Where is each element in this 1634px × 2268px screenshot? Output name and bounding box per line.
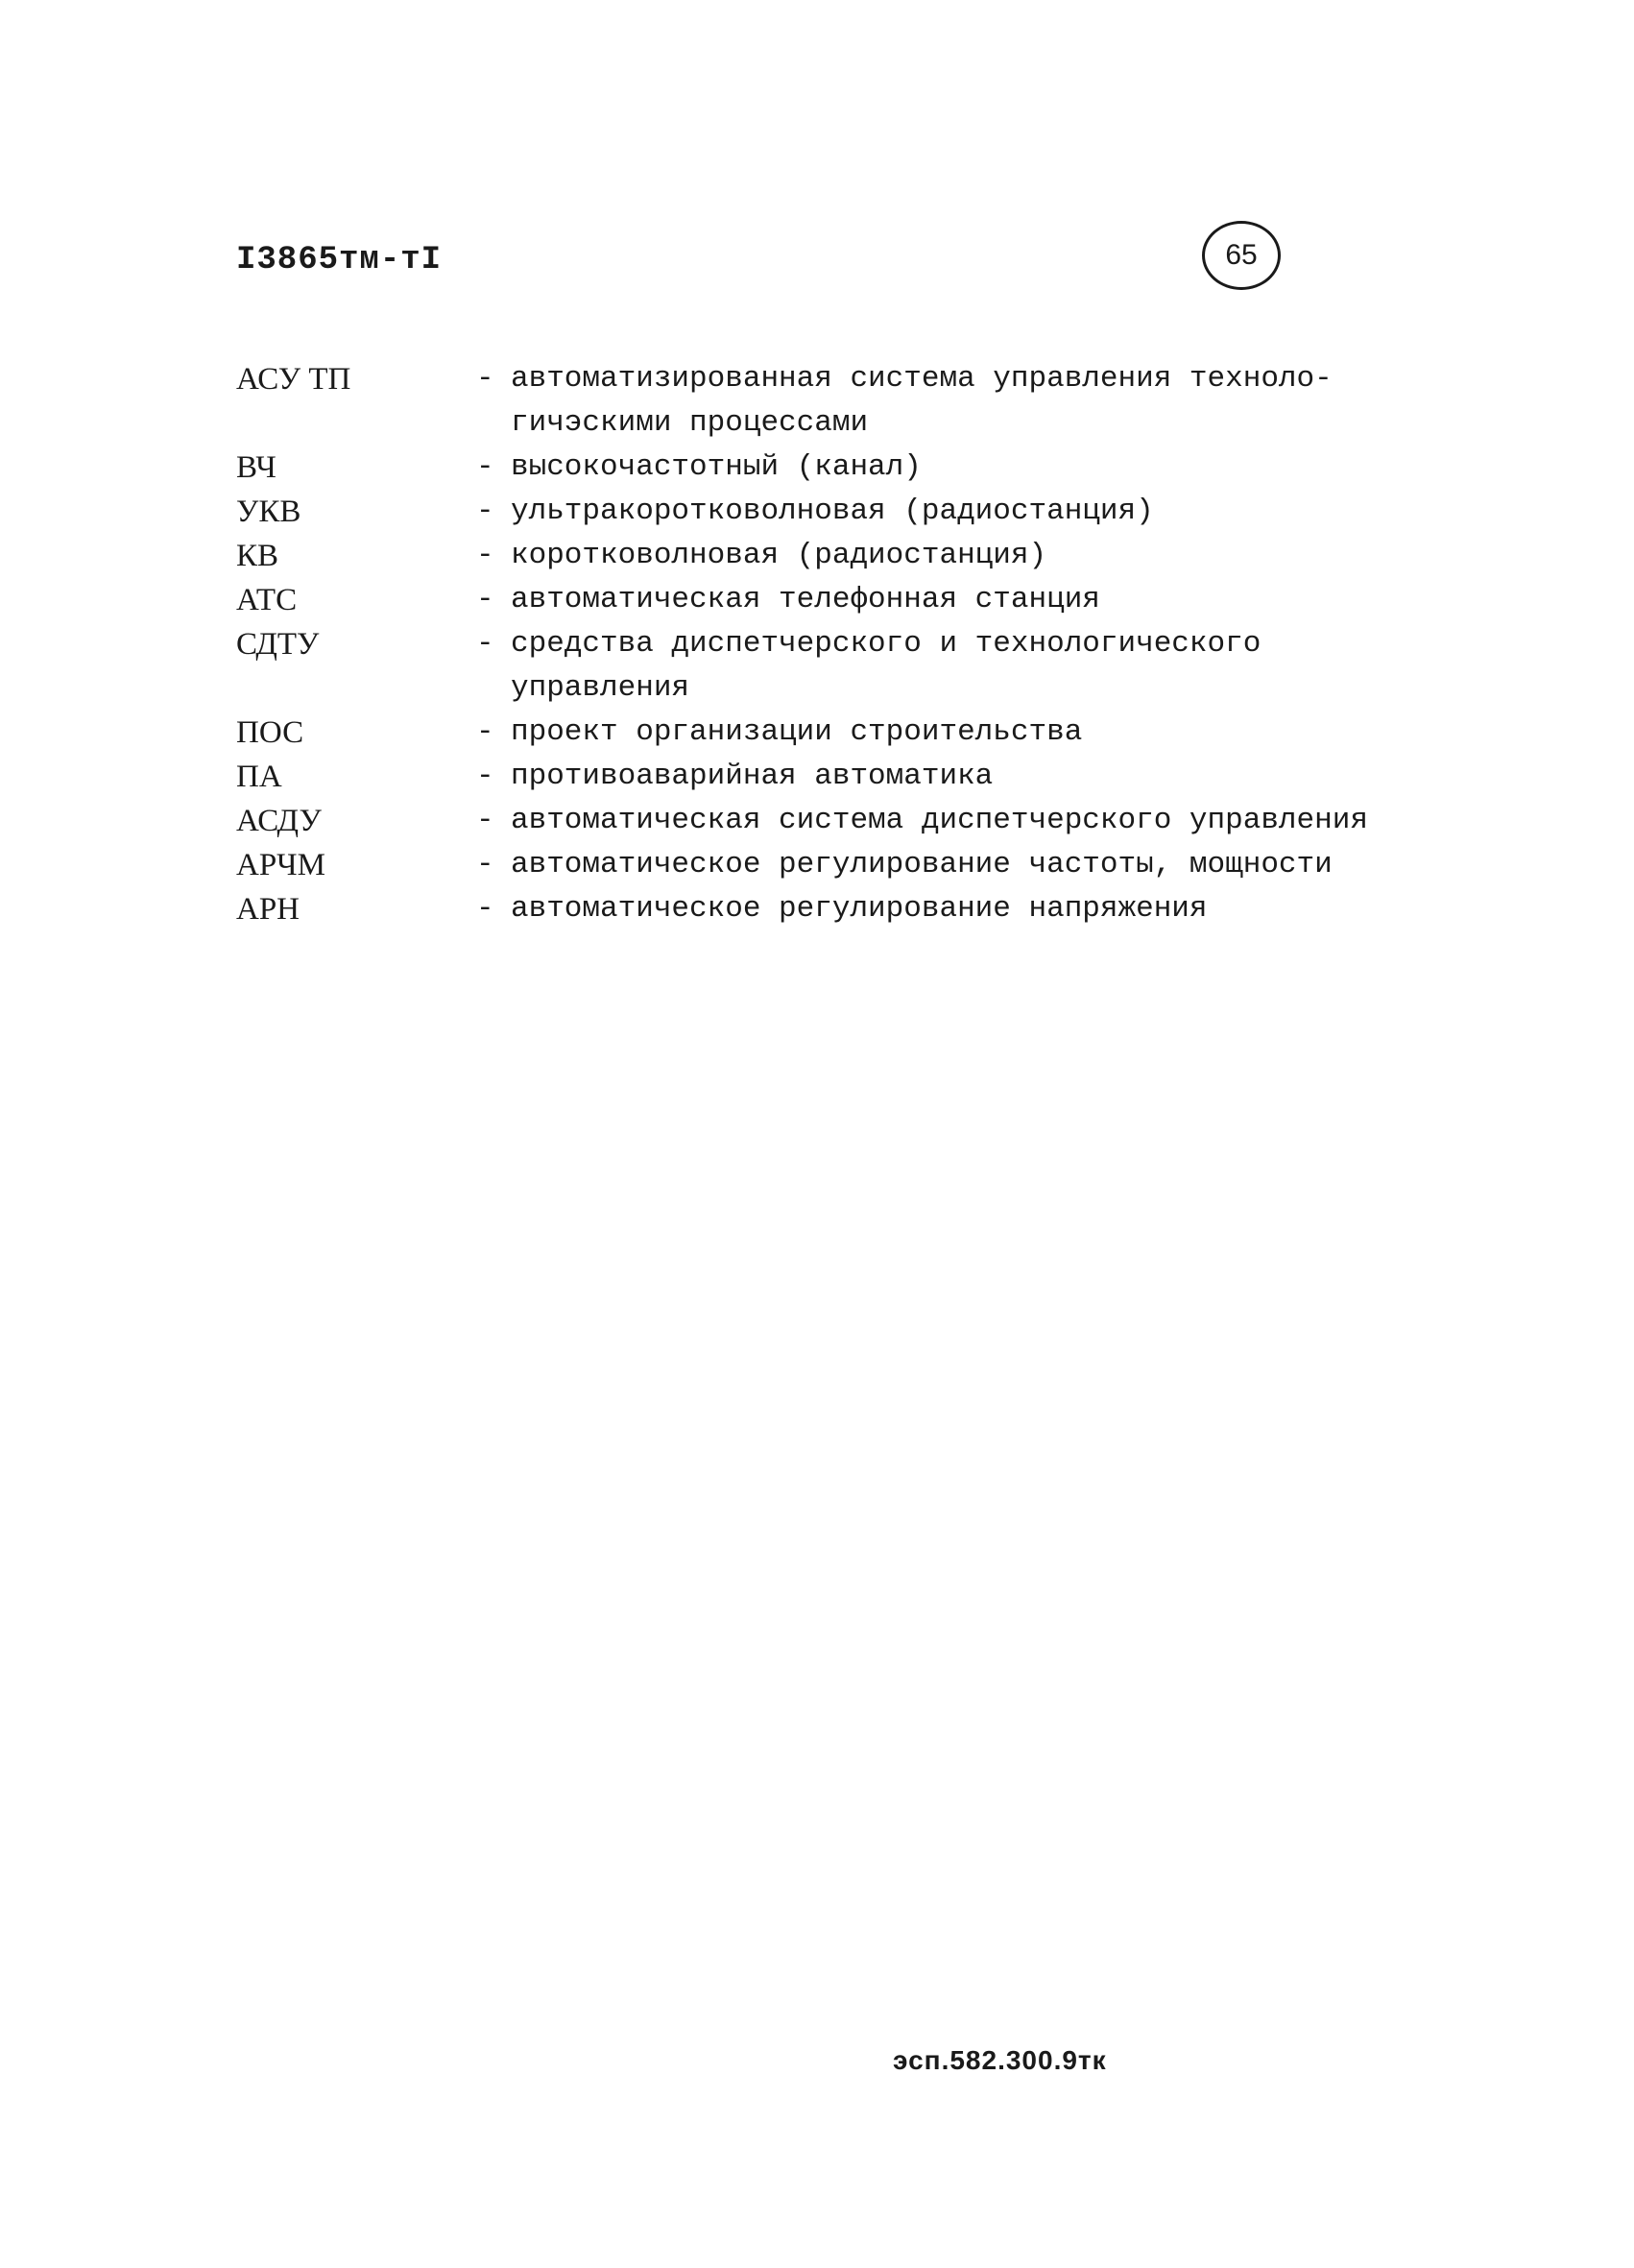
abbreviation-dash: - (476, 848, 494, 881)
abbreviation-description (511, 887, 1436, 931)
abbreviation-term: АСДУ (236, 804, 322, 838)
description-line: управления (511, 671, 690, 705)
abbreviation-term: АРН (236, 892, 300, 927)
description-line: автоматическая телефонная станция (511, 583, 1100, 616)
abbreviation-term: ПОС (236, 715, 304, 750)
description-line: автоматическое регулирование напряжения (511, 892, 1208, 926)
description-line: ультракоротковолновая (радиостанция) (511, 495, 1154, 528)
page-number: 65 (1225, 239, 1258, 271)
page-number-circle (1202, 221, 1281, 290)
description-line: автоматизированная система управления техноло- (511, 362, 1333, 396)
description-line: средства диспетчерского и технологического (511, 627, 1262, 661)
abbreviation-dash: - (476, 760, 494, 793)
abbreviation-description (511, 578, 1436, 622)
abbreviation-list (236, 357, 1436, 931)
description-line: проект организации строительства (511, 715, 1083, 749)
abbreviation-dash: - (476, 892, 494, 926)
abbreviation-dash: - (476, 715, 494, 749)
abbreviation-term: АРЧМ (236, 848, 325, 882)
archive-stamp: эсп.582.300.9тк (893, 2045, 1107, 2075)
abbreviation-row (236, 446, 1436, 490)
abbreviation-description (511, 622, 1436, 711)
abbreviation-term: СДТУ (236, 627, 320, 662)
abbreviation-row (236, 799, 1436, 843)
description-line: высокочастотный (канал) (511, 450, 922, 484)
description-line: гичэскими процессами (511, 406, 869, 440)
abbreviation-row (236, 357, 1436, 446)
description-line: автоматическая система диспетчерского управления (511, 804, 1368, 837)
abbreviation-term: УКВ (236, 495, 301, 529)
abbreviation-row (236, 578, 1436, 622)
abbreviation-row (236, 887, 1436, 931)
abbreviation-dash: - (476, 804, 494, 837)
document-code: I3865тм-тI (236, 242, 443, 278)
abbreviation-description (511, 490, 1436, 534)
abbreviation-dash: - (476, 583, 494, 616)
abbreviation-term: АСУ ТП (236, 362, 351, 397)
abbreviation-term: ПА (236, 760, 282, 794)
abbreviation-description (511, 843, 1436, 887)
abbreviation-dash: - (476, 539, 494, 572)
abbreviation-row (236, 534, 1436, 578)
abbreviation-dash: - (476, 627, 494, 661)
abbreviation-term: ВЧ (236, 450, 276, 485)
abbreviation-description (511, 755, 1436, 799)
abbreviation-dash: - (476, 362, 494, 396)
abbreviation-description (511, 446, 1436, 490)
abbreviation-description (511, 799, 1436, 843)
abbreviation-dash: - (476, 450, 494, 484)
abbreviation-term: КВ (236, 539, 279, 573)
description-line: коротковолновая (радиостанция) (511, 539, 1047, 572)
abbreviation-description (511, 534, 1436, 578)
abbreviation-row (236, 622, 1436, 711)
abbreviation-term: АТС (236, 583, 298, 617)
abbreviation-description (511, 357, 1436, 446)
abbreviation-dash: - (476, 495, 494, 528)
description-line: автоматическое регулирование частоты, мощности (511, 848, 1333, 881)
abbreviation-row (236, 490, 1436, 534)
abbreviation-row (236, 755, 1436, 799)
abbreviation-row (236, 711, 1436, 755)
abbreviation-row (236, 843, 1436, 887)
abbreviation-description (511, 711, 1436, 755)
description-line: противоаварийная автоматика (511, 760, 994, 793)
